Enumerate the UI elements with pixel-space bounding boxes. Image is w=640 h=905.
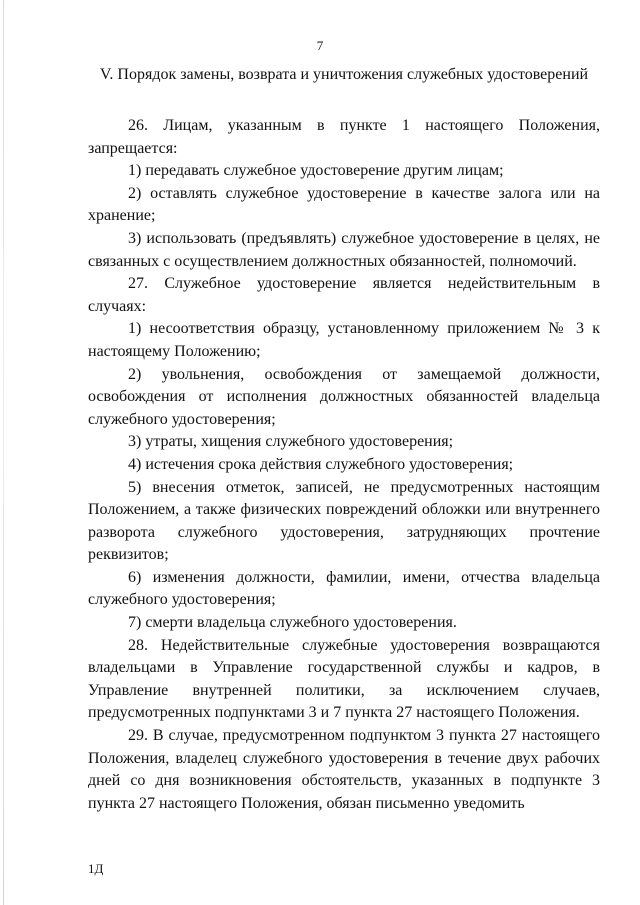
paragraph-27-item-3: 3) утраты, хищения служебного удостоверения; <box>128 433 454 451</box>
paragraph-28: 28. Недействительные служебные удостоверения возвращаются владельцами в Управление государственной службы и кадров, в Управление внутренней политики, за исключением случаев, предусмотренных подпунктами 3 и 7 пункта 27 настоящего Положения. <box>88 636 600 722</box>
paragraph-29: 29. В случае, предусмотренном подпунктом 3 пункта 27 настоящего Положения, владелец служебного удостоверения в течение двух рабочих дней со дня возникновения обстоятельств, указанных в подпункте 3 пункта 27 настоящего Положения, обязан письменно уведомить <box>88 727 600 812</box>
document-body <box>88 115 600 815</box>
scan-edge-line <box>3 0 4 905</box>
paragraph-27-item-4: 4) истечения срока действия служебного удостоверения; <box>128 455 514 473</box>
paragraph-26-item-3: 3) использовать (предъявлять) служебное удостоверение в целях, не связанных с осуществлением должностных обязанностей, полномочий. <box>88 229 600 270</box>
footer-mark: 1Д <box>88 861 104 876</box>
paragraph-27: 27. Служебное удостоверение является недействительным в случаях: <box>88 275 600 315</box>
page-number: 7 <box>316 38 324 53</box>
paragraph-27-item-6: 6) изменения должности, фамилии, имени, отчества владельца служебного удостоверения; <box>88 568 600 609</box>
paragraph-27-item-2: 2) увольнения, освобождения от замещаемой должности, освобождения от исполнения должностных обязанностей владельца служебного удостоверения; <box>88 365 600 428</box>
paragraph-27-item-1: 1) несоответствия образцу, установленному приложением № 3 к настоящему Положению; <box>88 320 600 360</box>
paragraph-26-item-1: 1) передавать служебное удостоверение другим лицам; <box>128 162 504 180</box>
section-title: V. Порядок замены, возврата и уничтожения служебных удостоверений <box>99 66 589 83</box>
paragraph-27-item-7: 7) смерти владельца служебного удостоверения. <box>128 614 457 632</box>
paragraph-26-item-2: 2) оставлять служебное удостоверение в качестве залога или на хранение; <box>88 184 600 225</box>
paragraph-27-item-5: 5) внесения отметок, записей, не предусмотренных настоящим Положением, а также физических повреждений обложки или внутреннего разворота служебного удостоверения, затрудняющих прочтение реквизитов; <box>88 478 600 564</box>
paragraph-26: 26. Лицам, указанным в пункте 1 настоящего Положения, запрещается: <box>88 117 600 157</box>
